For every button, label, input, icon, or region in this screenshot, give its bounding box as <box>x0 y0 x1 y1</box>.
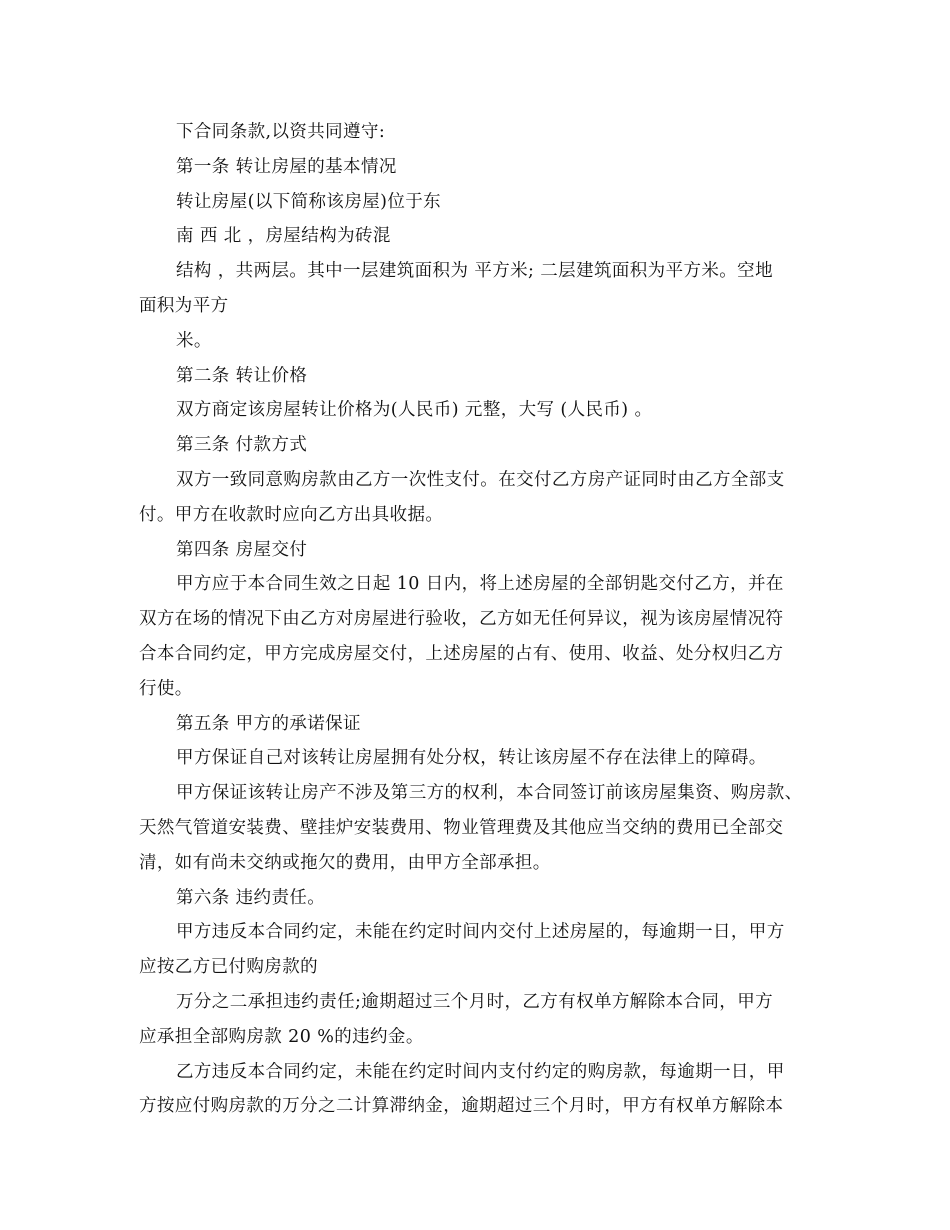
text-line: 万分之二承担违约责任;逾期超过三个月时，乙方有权单方解除本合同，甲方 <box>176 991 773 1012</box>
section-heading: 第五条 甲方的承诺保证 <box>176 713 361 734</box>
section-heading: 第一条 转让房屋的基本情况 <box>176 156 397 177</box>
text-line: 方按应付购房款的万分之二计算滞纳金，逾期超过三个月时，甲方有权单方解除本 <box>139 1096 784 1117</box>
section-heading: 第三条 付款方式 <box>176 435 308 456</box>
document-body <box>139 115 829 1124</box>
text-line: 双方在场的情况下由乙方对房屋进行验收，乙方如无任何异议，视为该房屋情况符 <box>139 609 784 630</box>
section-heading: 第六条 违约责任。 <box>176 887 326 908</box>
text-line: 结构 ，共两层。其中一层建筑面积为 平方米; 二层建筑面积为平方米。空地 <box>176 261 773 282</box>
text-line: 行使。 <box>139 678 193 699</box>
text-line: 转让房屋(以下简称该房屋)位于东 <box>176 191 442 212</box>
text-line: 米。 <box>176 330 212 351</box>
text-line: 应承担全部购房款 20 %的违约金。 <box>139 1026 424 1047</box>
text-line: 甲方保证自己对该转让房屋拥有处分权，转让该房屋不存在法律上的障碍。 <box>176 748 767 769</box>
text-line: 甲方应于本合同生效之日起 10 日内，将上述房屋的全部钥匙交付乙方，并在 <box>176 574 784 595</box>
text-line: 付。甲方在收款时应向乙方出具收据。 <box>139 504 444 525</box>
text-line: 面积为平方 <box>139 295 229 316</box>
text-line: 双方商定该房屋转让价格为(人民币) 元整，大写 (人民币) 。 <box>176 400 653 421</box>
text-line: 清，如有尚未交纳或拖欠的费用，由甲方全部承担。 <box>139 852 551 873</box>
text-line: 下合同条款,以资共同遵守: <box>176 122 386 142</box>
section-heading: 第四条 房屋交付 <box>176 539 308 560</box>
text-line: 天然气管道安装费、壁挂炉安装费用、物业管理费及其他应当交纳的费用已全部交 <box>139 817 784 838</box>
text-line: 双方一致同意购房款由乙方一次性支付。在交付乙方房产证同时由乙方全部支 <box>176 469 785 490</box>
text-line: 甲方违反本合同约定，未能在约定时间内交付上述房屋的，每逾期一日，甲方 <box>176 922 785 943</box>
text-line: 乙方违反本合同约定，未能在约定时间内支付约定的购房款，每逾期一日，甲 <box>176 1061 785 1082</box>
text-line: 应按乙方已付购房款的 <box>139 957 318 978</box>
text-line: 甲方保证该转让房产不涉及第三方的权利，本合同签订前该房屋集资、购房款、 <box>176 783 803 804</box>
text-line: 南 西 北 ，房屋结构为砖混 <box>176 226 391 247</box>
text-line: 合本合同约定，甲方完成房屋交付，上述房屋的占有、使用、收益、处分权归乙方 <box>139 643 784 664</box>
section-heading: 第二条 转让价格 <box>176 365 308 386</box>
